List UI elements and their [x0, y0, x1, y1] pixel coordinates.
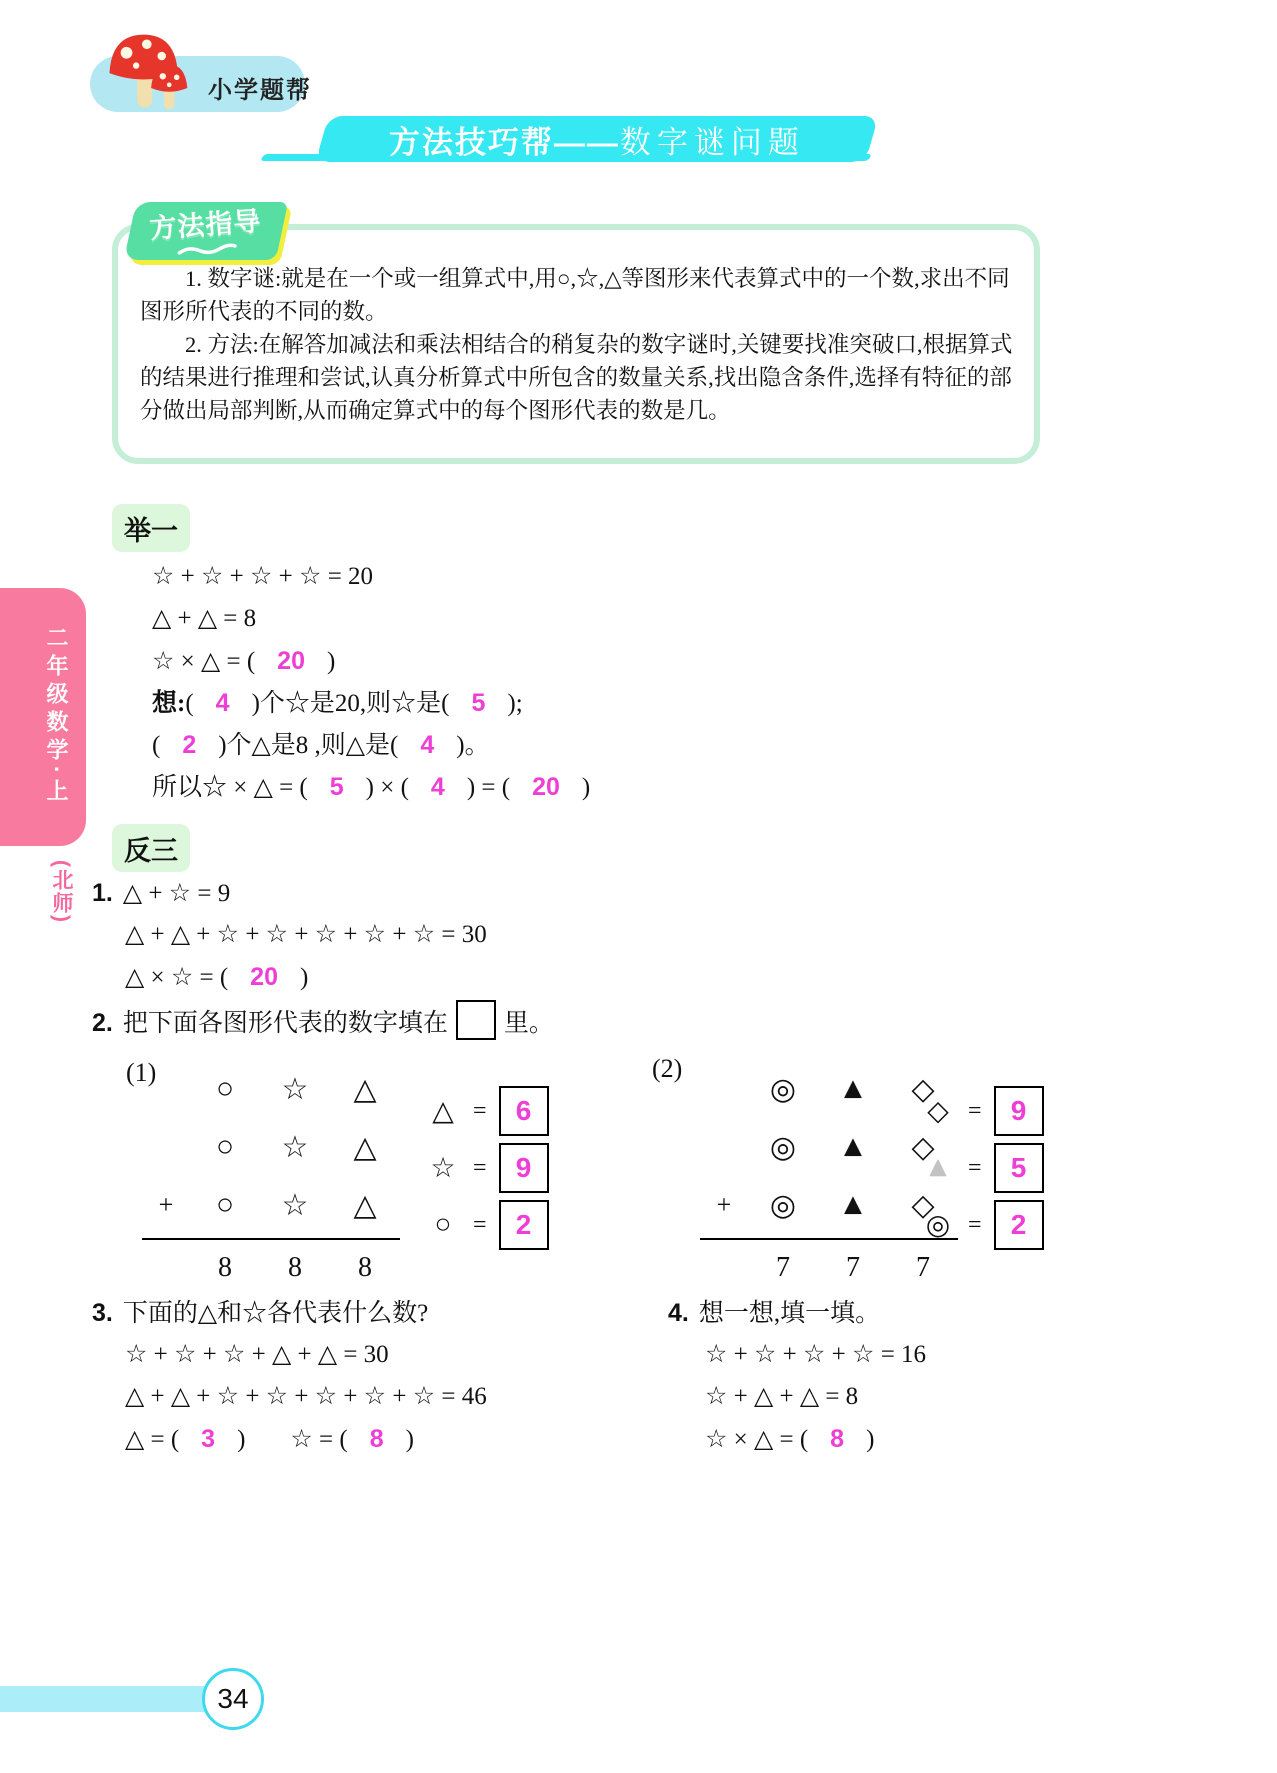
- page-title-main: 方法技巧帮——: [389, 124, 620, 160]
- circle-symbol: ○: [434, 1209, 452, 1240]
- problem-4-line-3: ☆ × △ = ( 8 ): [705, 1425, 875, 1453]
- method-guide-badge: [124, 202, 288, 260]
- double-circle-symbol: ◎: [769, 1188, 797, 1222]
- plus-sign: +: [158, 1190, 174, 1219]
- diamond-symbol: ◇: [911, 1130, 935, 1164]
- result-digit: 7: [776, 1252, 790, 1283]
- sidebar-grade-text: 二年级数学·上: [44, 626, 69, 808]
- problem-1-line-2: △ + △ + ☆ + ☆ + ☆ + ☆ + ☆ = 30: [125, 921, 487, 948]
- page-title-sub: 数字谜问题: [620, 124, 805, 160]
- problem-4-line-2: ☆ + △ + △ = 8: [705, 1383, 859, 1410]
- triangle-symbol: △: [353, 1188, 377, 1222]
- answer-row: △ = 6: [425, 1088, 549, 1134]
- footer-bar: [0, 1686, 206, 1712]
- result-digit: 7: [916, 1252, 930, 1283]
- gray-triangle-symbol: ▲: [924, 1152, 952, 1183]
- guide-paragraph-2: 2. 方法:在解答加减法和乘法相结合的稍复杂的数字谜时,关键要找准突破口,根据算式的结果进行推理和尝试,认真分析算式中所包含的数量关系,找出隐含条件,选择有特征的部分做出局部判断,从而确定算式中的每个图形代表的数是几。: [140, 332, 1013, 423]
- triangle-symbol: △: [353, 1072, 377, 1106]
- answer-row: ☆ = 9: [425, 1145, 549, 1191]
- plus-sign: +: [716, 1190, 732, 1219]
- triangle-symbol: △: [353, 1130, 377, 1164]
- star-symbol: ☆: [281, 1188, 309, 1222]
- section-label-practice: [112, 824, 190, 872]
- example-equations: [152, 556, 590, 808]
- gray-triangle-symbol: ▲: [838, 1130, 868, 1163]
- example-line-6: 所以☆ × △ = ( 5 ) × ( 4 ) = ( 20 ): [152, 773, 591, 801]
- star-symbol: ☆: [281, 1072, 309, 1106]
- answer-value: 4: [420, 731, 435, 759]
- gray-triangle-symbol: ▲: [838, 1072, 868, 1105]
- fill-in-box: [456, 1000, 496, 1040]
- problem-4-line-1: ☆ + ☆ + ☆ + ☆ = 16: [705, 1341, 927, 1368]
- example-line-5: ( 2 )个△是8 ,则△是( 4 )。: [152, 731, 490, 759]
- problem-3-answers: △ = ( 3 ) ☆ = ( 8 ): [125, 1425, 414, 1453]
- problem-4-title: 4. 想一想,填一填。: [668, 1299, 881, 1327]
- answer-value: 4: [430, 773, 445, 801]
- answer-value: 3: [201, 1425, 216, 1453]
- problem-number: 2.: [92, 1009, 113, 1037]
- part-1-answers: [425, 1088, 549, 1248]
- brand-name: 小学题帮: [208, 77, 312, 104]
- part-2-label: (2): [652, 1054, 683, 1083]
- answer-row: ◎ = 2: [920, 1202, 1044, 1248]
- example-line-4: 想:( 4 )个☆是20,则☆是( 5 );: [152, 689, 523, 717]
- guide-paragraph-1: 1. 数字谜:就是在一个或一组算式中,用○,☆,△等图形来代表算式中的一个数,求出不同图形所代表的不同的数。: [140, 266, 1010, 324]
- answer-row: ◇ = 9: [920, 1088, 1044, 1134]
- answer-box: 9: [994, 1086, 1044, 1136]
- circle-symbol: ○: [215, 1188, 235, 1221]
- problem-4: [668, 1292, 926, 1460]
- answer-row: ○ = 2: [425, 1202, 549, 1248]
- circle-symbol: ○: [215, 1072, 235, 1105]
- section-label-practice-text: 反三: [124, 835, 178, 866]
- double-circle-symbol: ◎: [769, 1130, 797, 1164]
- section-label-example-text: 举一: [124, 515, 178, 546]
- circle-symbol: ○: [215, 1130, 235, 1163]
- answer-value: 20: [277, 647, 305, 675]
- answer-value: 20: [532, 773, 560, 801]
- answer-value: 8: [369, 1425, 384, 1453]
- sidebar-publisher: (北师): [50, 860, 73, 924]
- page-title-banner: [315, 116, 878, 162]
- section-label-example: [112, 504, 190, 552]
- answer-value: 5: [471, 689, 486, 717]
- problem-3-line-1: ☆ + ☆ + ☆ + △ + △ = 30: [125, 1341, 389, 1368]
- double-circle-symbol: ◎: [925, 1210, 951, 1241]
- badge-wave-icon: [176, 240, 239, 256]
- answer-box: 2: [499, 1200, 549, 1250]
- answer-value: 2: [182, 731, 197, 759]
- method-guide-badge-label: 方法指导: [148, 205, 263, 244]
- problem-3-line-2: △ + △ + ☆ + ☆ + ☆ + ☆ + ☆ = 46: [125, 1383, 487, 1410]
- result-digit: 7: [846, 1252, 860, 1283]
- page-number-badge: [202, 1668, 264, 1730]
- star-symbol: ☆: [281, 1130, 309, 1164]
- diamond-symbol: ◇: [927, 1096, 949, 1127]
- method-guide-box: [112, 224, 1040, 464]
- result-digit: 8: [218, 1252, 232, 1283]
- sidebar-grade-tab: [0, 588, 86, 846]
- diamond-symbol: ◇: [911, 1072, 935, 1106]
- answer-box: 2: [994, 1200, 1044, 1250]
- triangle-symbol: △: [432, 1096, 454, 1127]
- answer-value: 4: [215, 689, 230, 717]
- answer-value: 8: [830, 1425, 845, 1453]
- double-circle-symbol: ◎: [769, 1072, 797, 1106]
- problem-2-statement: 2. 把下面各图形代表的数字填在 里。: [92, 1000, 554, 1042]
- part-2-answers: [920, 1088, 1044, 1248]
- sum-line: [142, 1238, 400, 1240]
- problem-number: 3.: [92, 1299, 113, 1327]
- diamond-symbol: ◇: [911, 1188, 935, 1222]
- problem-1-line-1: 1. △ + ☆ = 9: [92, 879, 231, 907]
- answer-value: 5: [329, 773, 344, 801]
- result-digit: 8: [358, 1252, 372, 1283]
- problem-number: 1.: [92, 879, 113, 907]
- answer-value: 20: [250, 963, 278, 991]
- part-1-column-addition: [142, 1060, 400, 1294]
- answer-row: ▲ = 5: [920, 1145, 1044, 1191]
- page-number: 34: [217, 1683, 249, 1714]
- part-1-label: (1): [126, 1058, 157, 1087]
- example-line-3: ☆ × △ = ( 20 ): [152, 647, 336, 675]
- answer-box: 6: [499, 1086, 549, 1136]
- result-digit: 8: [288, 1252, 302, 1283]
- problem-2: [92, 1000, 554, 1042]
- method-guide-text: [140, 262, 1016, 427]
- gray-triangle-symbol: ▲: [838, 1188, 868, 1221]
- example-line-1: ☆ + ☆ + ☆ + ☆ = 20: [152, 563, 374, 590]
- problem-3-title: 3. 下面的△和☆各代表什么数?: [92, 1299, 429, 1327]
- answer-box: 5: [994, 1143, 1044, 1193]
- answer-box: 9: [499, 1143, 549, 1193]
- problem-3: [92, 1292, 487, 1460]
- problem-1: [92, 872, 487, 998]
- mushroom-logo-icon: [96, 24, 204, 120]
- problem-number: 4.: [668, 1299, 689, 1327]
- problem-1-line-3: △ × ☆ = ( 20 ): [125, 963, 309, 991]
- star-symbol: ☆: [430, 1153, 456, 1184]
- example-line-2: △ + △ = 8: [152, 605, 257, 632]
